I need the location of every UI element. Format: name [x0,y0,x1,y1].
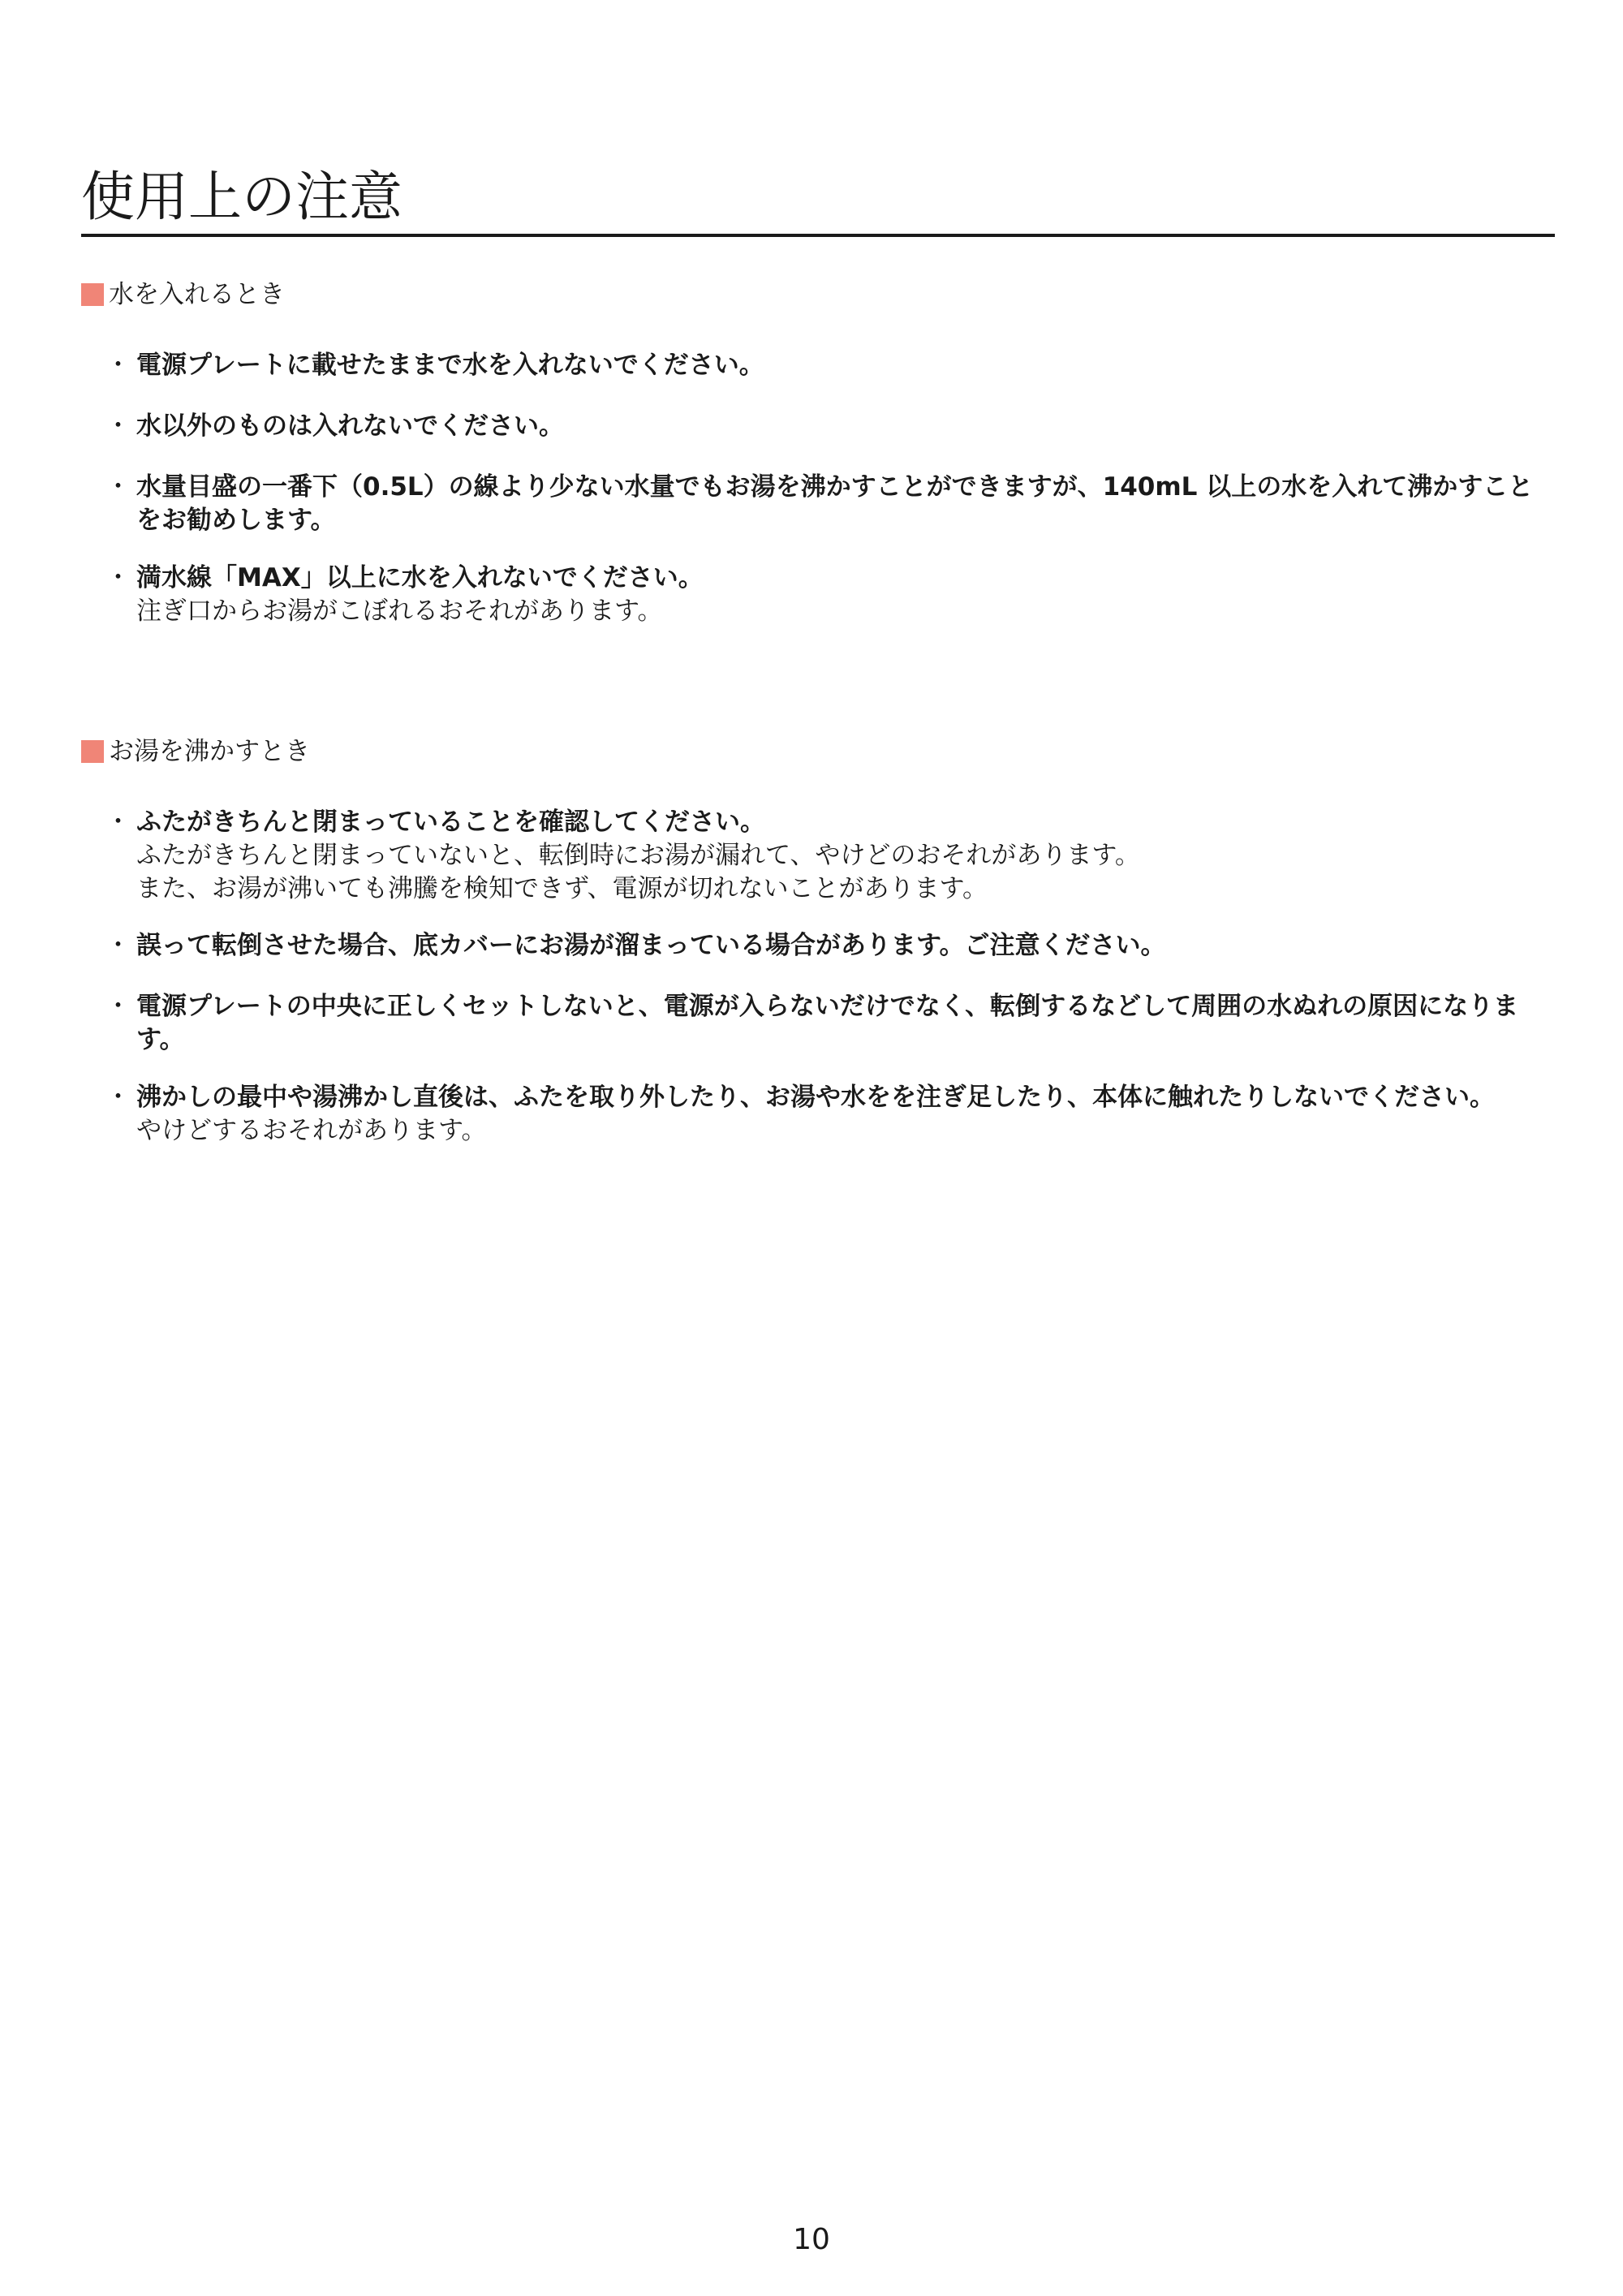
list-item [81,349,1542,382]
caution-note: ふたがきちんと閉まっていないと、転倒時にお湯が漏れて、やけどのおそれがあります。 [136,841,1140,870]
bullet-list-filling-water [81,471,1542,537]
caution-note: 注ぎ口からお湯がこぼれるおそれがあります。 [136,597,663,626]
bullet-list-filling-water [81,410,1542,443]
bullet-dot-icon: ・ [105,931,131,960]
section-filling-water [81,278,1542,311]
square-marker-icon [81,740,104,763]
caution-text: 水量目盛の一番下（0.5L）の線より少ない水量でもお湯を沸かすことができますが、140mL 以上の水を入れて沸かすことをお勧めします。 [136,472,1534,535]
section-boiling-water [81,735,1542,768]
caution-note: また、お湯が沸いても沸騰を検知できず、電源が切れないことがあります。 [136,874,988,903]
bullet-list-filling-water [81,349,1542,382]
caution-note: やけどするおそれがあります。 [136,1116,487,1145]
section-heading-text: お湯を沸かすとき [109,737,310,766]
section-heading [81,278,1542,311]
bullet-list-boiling-water [81,929,1542,963]
caution-text: ふたがきちんと閉まっていることを確認してください。 [136,808,765,837]
bullet-dot-icon: ・ [105,351,131,380]
list-item [81,471,1542,537]
caution-text: 水以外のものは入れないでください。 [136,411,564,441]
section-heading [81,735,1542,768]
bullet-list-filling-water [81,562,1542,628]
square-marker-icon [81,283,104,306]
bullet-dot-icon: ・ [105,808,131,837]
list-item [81,562,1542,628]
caution-text: 電源プレートの中央に正しくセットしないと、電源が入らないだけでなく、転倒するなどして周囲の水ぬれの原因になります。 [136,992,1519,1054]
title-divider [81,234,1555,237]
page-title: 使用上の注意 [81,166,403,228]
list-item [81,990,1542,1057]
list-item [81,806,1542,906]
bullet-dot-icon: ・ [105,1083,131,1112]
bullet-dot-icon: ・ [105,563,131,592]
caution-text: 誤って転倒させた場合、底カバーにお湯が溜まっている場合があります。ご注意ください。 [136,931,1166,960]
bullet-list-boiling-water [81,806,1542,906]
bullet-list-boiling-water [81,990,1542,1057]
bullet-list-boiling-water [81,1081,1542,1148]
caution-text: 電源プレートに載せたままで水を入れないでください。 [136,351,764,380]
bullet-dot-icon: ・ [105,411,131,441]
list-item [81,1081,1542,1148]
bullet-dot-icon: ・ [105,472,131,502]
page-number: 10 [793,2223,830,2256]
caution-text: 沸かしの最中や湯沸かし直後は、ふたを取り外したり、お湯や水をを注ぎ足したり、本体に触れたりしないでください。 [136,1083,1495,1112]
bullet-dot-icon: ・ [105,992,131,1021]
list-item [81,929,1542,963]
caution-text: 満水線「MAX」以上に水を入れないでください。 [136,563,704,592]
list-item [81,410,1542,443]
section-heading-text: 水を入れるとき [109,280,285,309]
